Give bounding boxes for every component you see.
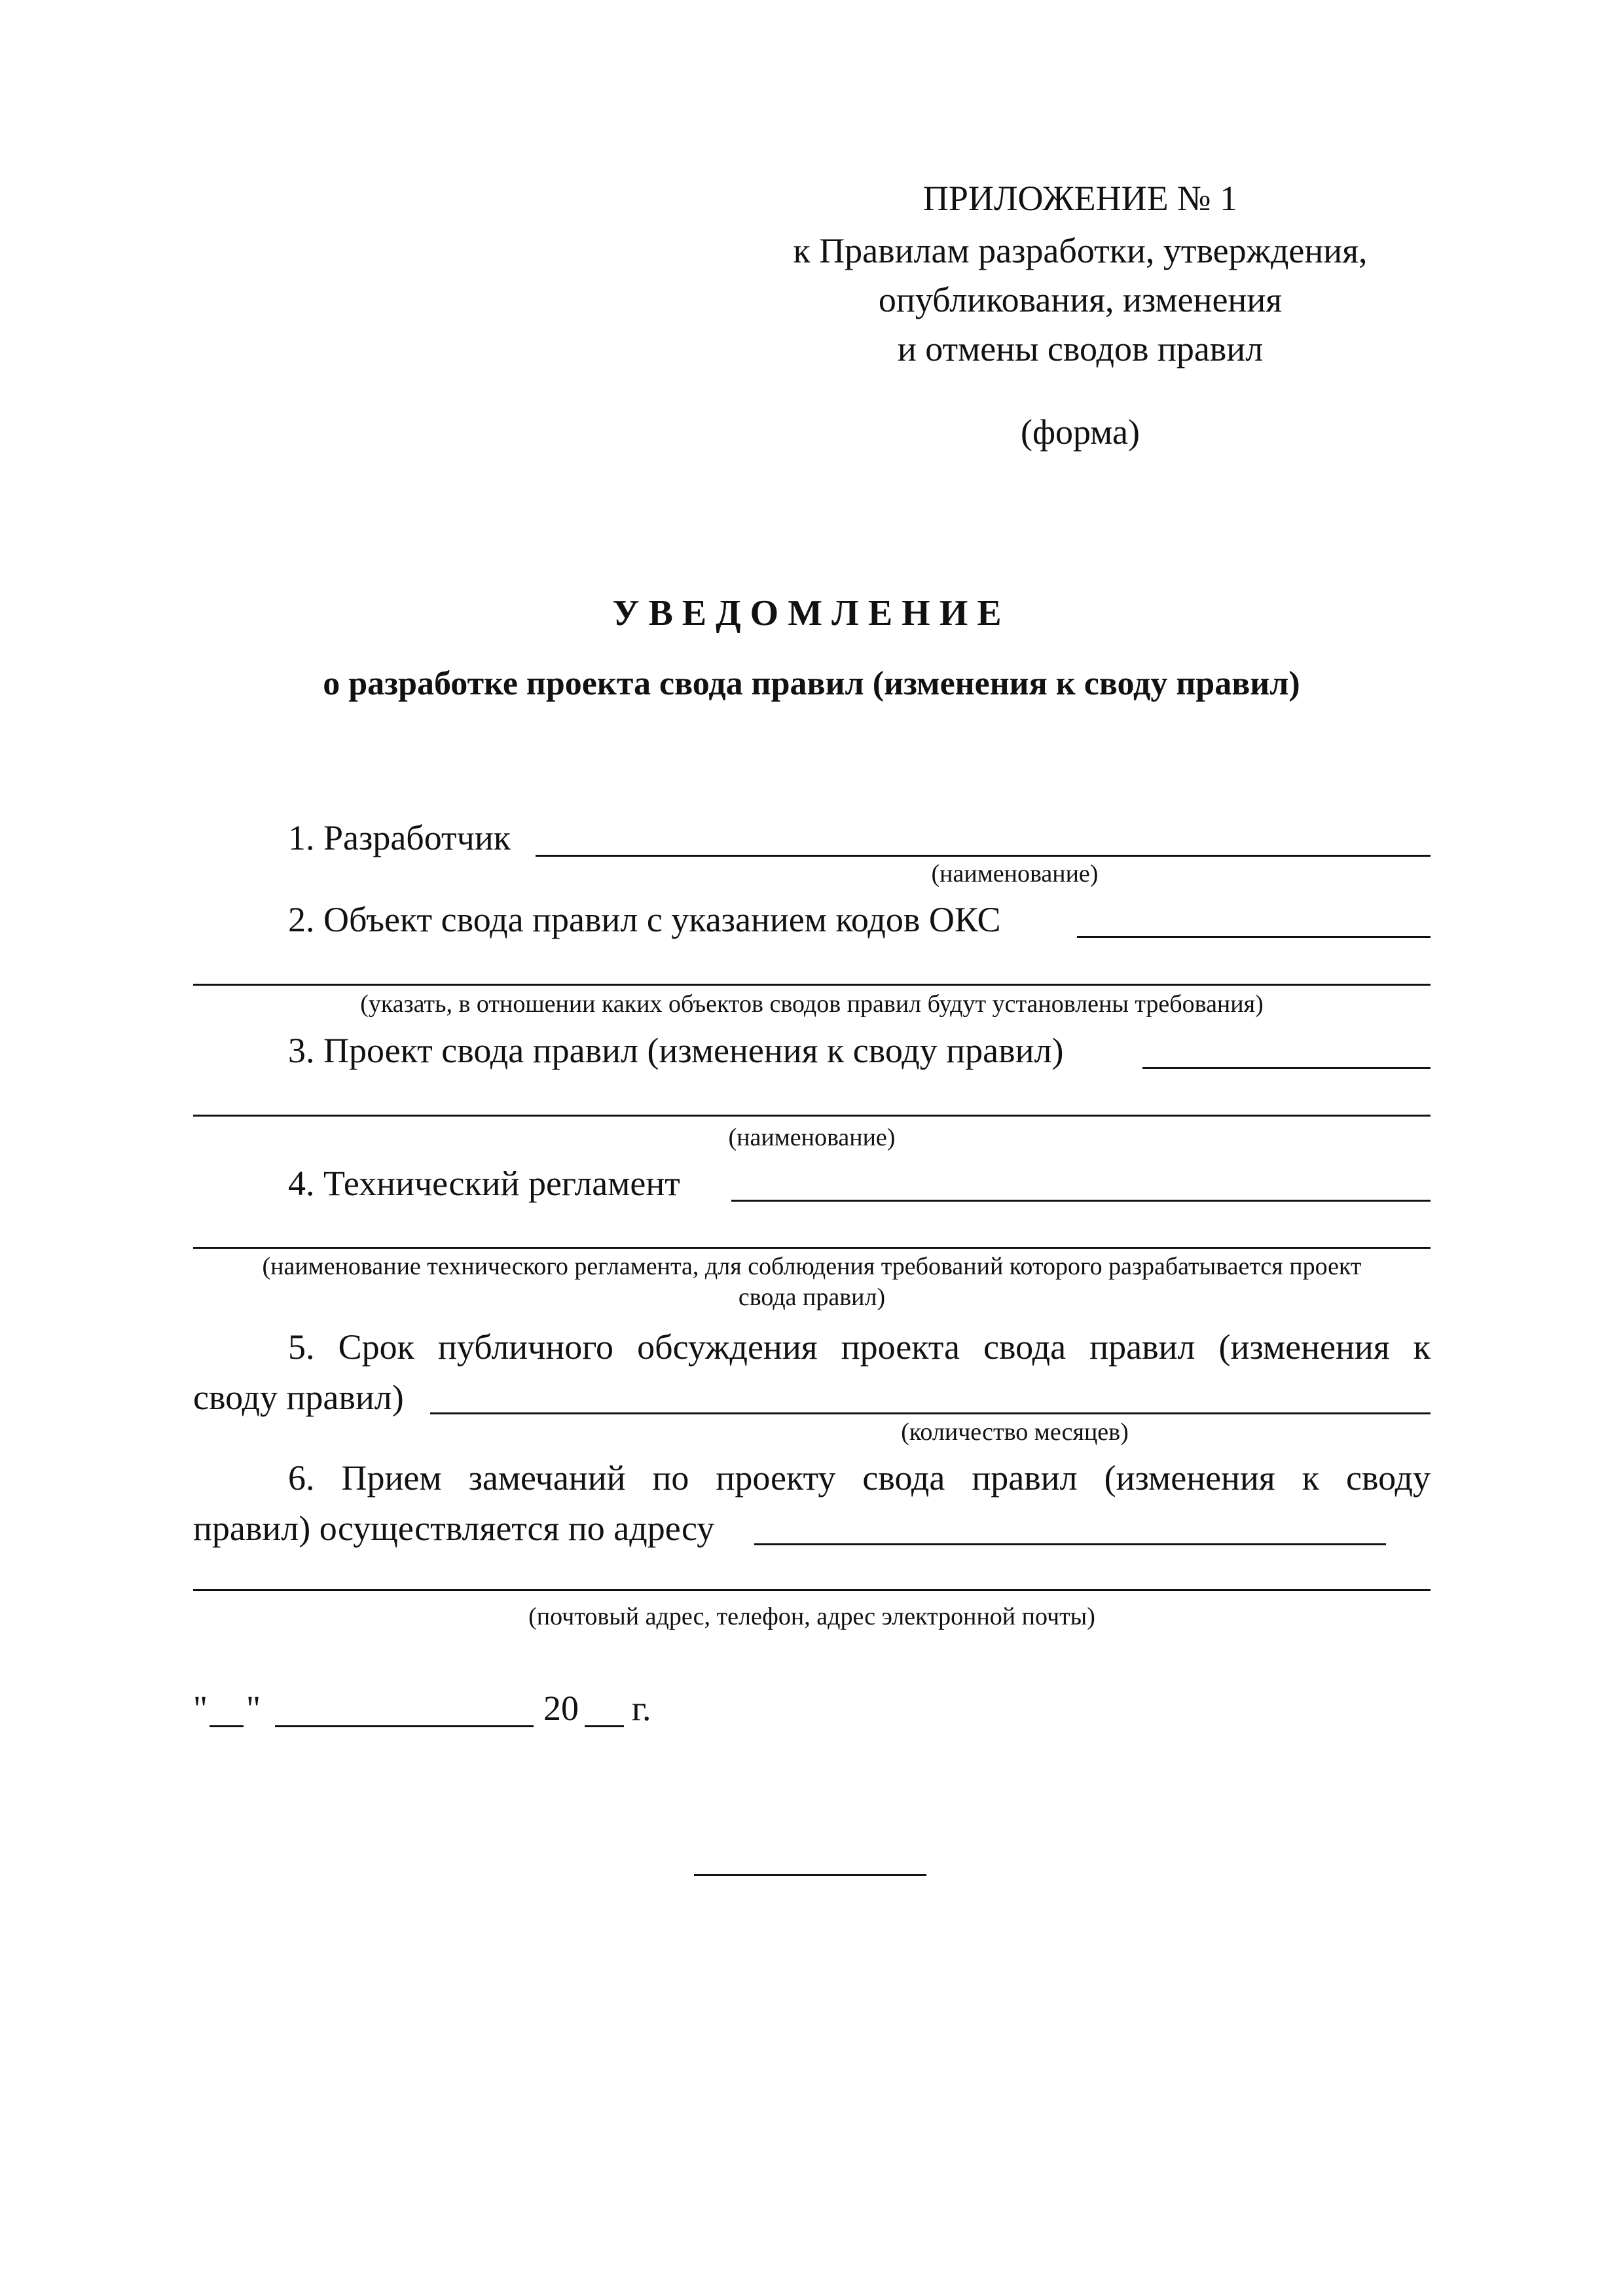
developer-label: 1. Разработчик — [288, 818, 511, 857]
appendix-line-3: и отмены сводов правил — [897, 329, 1264, 368]
date-year-suffix: г. — [632, 1689, 651, 1728]
developer-input-line[interactable] — [536, 855, 1431, 857]
object-caption: (указать, в отношении каких объектов сводов правил будут установлены требования) — [360, 990, 1264, 1018]
project-caption: (наименование) — [728, 1124, 896, 1151]
comments-label-line-2: правил) осуществляется по адресу — [193, 1509, 715, 1548]
developer-caption: (наименование) — [931, 860, 1099, 888]
regulation-input-line-2[interactable] — [193, 1247, 1431, 1249]
appendix-line-2: опубликования, изменения — [878, 280, 1283, 319]
discussion-period-label-line-1: 5. Срок публичного обсуждения проекта свода правил (изменения к — [288, 1327, 1431, 1367]
date-quote-close: " — [246, 1689, 261, 1728]
appendix-title: ПРИЛОЖЕНИЕ № 1 — [922, 179, 1238, 218]
discussion-period-caption: (количество месяцев) — [901, 1418, 1129, 1446]
date-year-prefix: 20 — [543, 1689, 579, 1728]
form-label: (форма) — [1021, 412, 1140, 452]
object-label: 2. Объект свода правил с указанием кодов ОКС — [288, 900, 1001, 939]
regulation-caption-line-2: свода правил) — [738, 1283, 886, 1311]
regulation-caption-line-1: (наименование технического регламента, для соблюдения требований которого разрабатывается проект — [262, 1253, 1362, 1280]
project-input-line-2[interactable] — [193, 1115, 1431, 1117]
date-year-input-line[interactable] — [585, 1725, 624, 1727]
comments-address-input-line-2[interactable] — [193, 1589, 1431, 1591]
comments-address-input-line[interactable] — [754, 1543, 1386, 1545]
comments-label-line-1: 6. Прием замечаний по проекту свода правил (изменения к своду — [288, 1458, 1431, 1498]
discussion-period-input-line[interactable] — [430, 1412, 1431, 1414]
document-title: УВЕДОМЛЕНИЕ — [612, 593, 1011, 634]
regulation-input-line[interactable] — [731, 1200, 1431, 1202]
object-input-line-2[interactable] — [193, 984, 1431, 986]
date-quote-open: " — [193, 1689, 208, 1728]
project-input-line[interactable] — [1142, 1067, 1431, 1069]
comments-caption: (почтовый адрес, телефон, адрес электронной почты) — [528, 1603, 1095, 1630]
object-input-line[interactable] — [1077, 936, 1431, 938]
regulation-label: 4. Технический регламент — [288, 1164, 680, 1203]
closing-separator — [694, 1874, 926, 1876]
date-day-input-line[interactable] — [210, 1725, 244, 1727]
date-month-input-line[interactable] — [275, 1725, 534, 1727]
document-subtitle: о разработке проекта свода правил (изменения к своду правил) — [323, 665, 1300, 702]
project-label: 3. Проект свода правил (изменения к своду правил) — [288, 1031, 1064, 1070]
discussion-period-label-line-2: своду правил) — [193, 1378, 404, 1417]
appendix-line-1: к Правилам разработки, утверждения, — [793, 231, 1368, 270]
